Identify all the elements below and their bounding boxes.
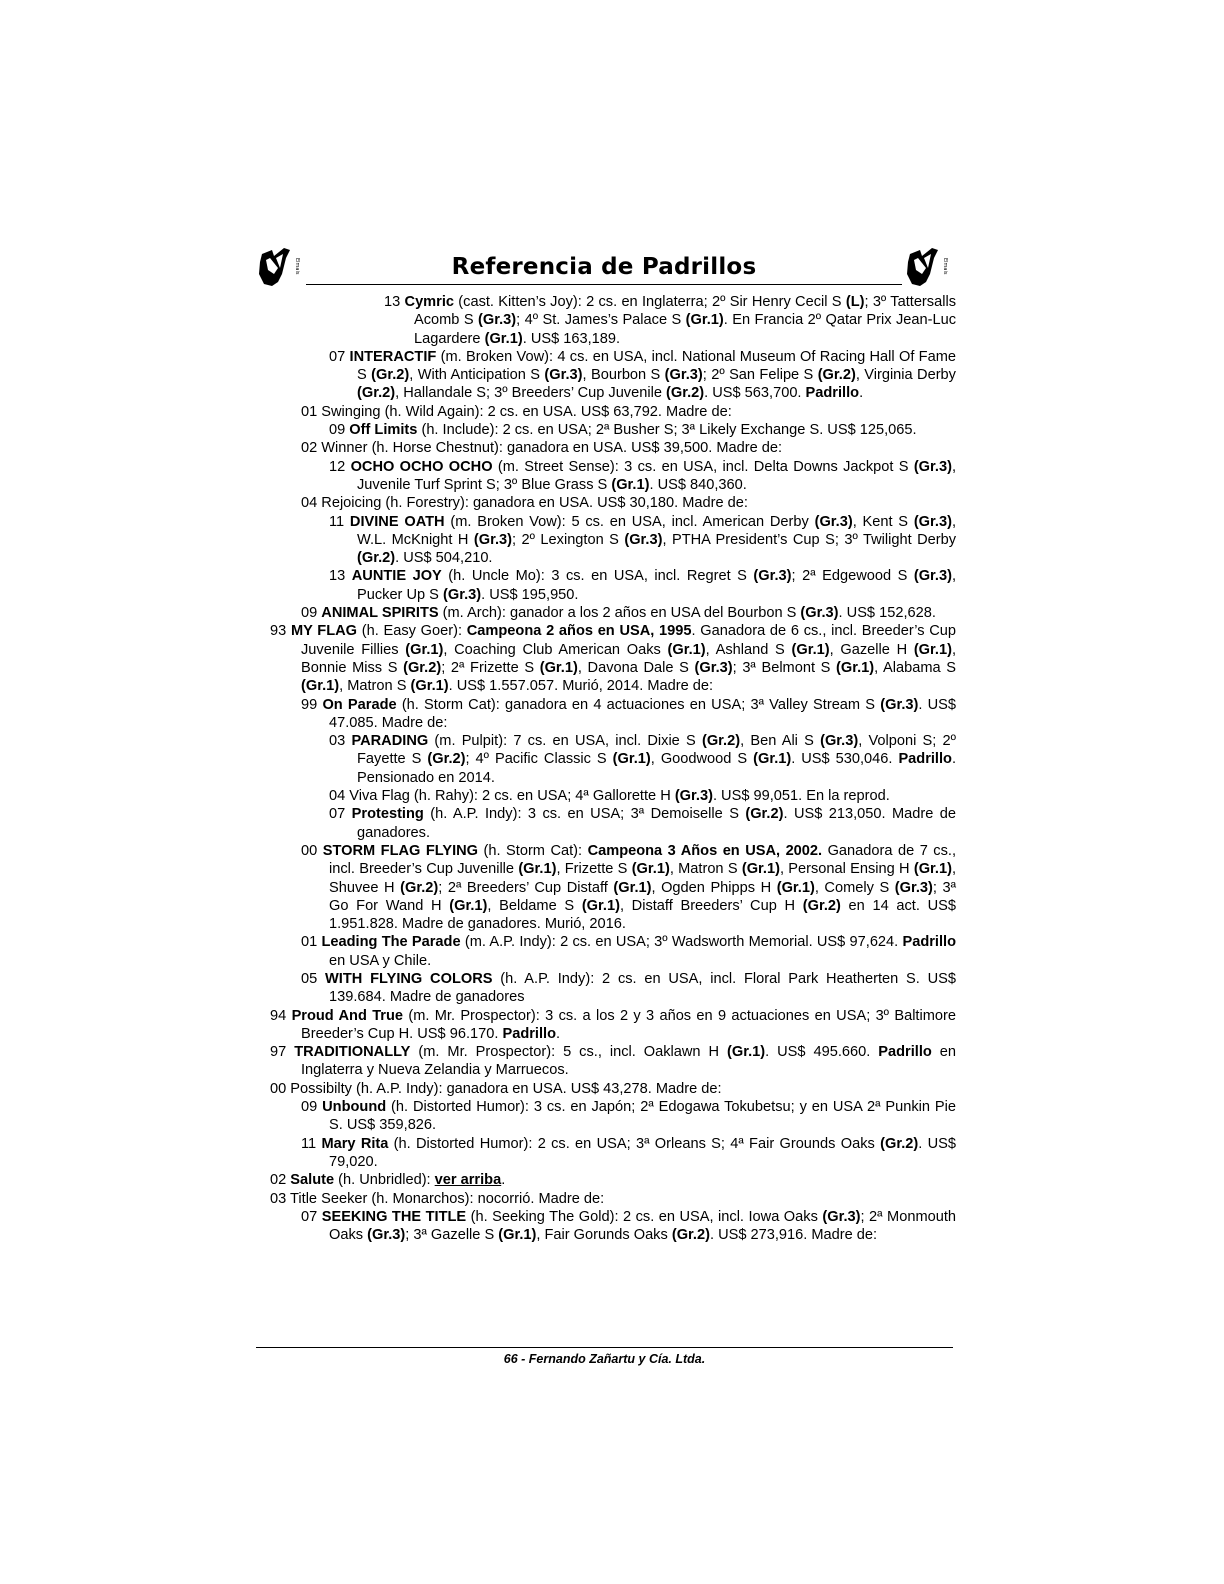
entry-bold-text: (Gr.3) (814, 513, 853, 530)
entry-text: . US$ 530,046. (791, 751, 899, 768)
entry-text: 09 (329, 422, 350, 439)
entry-bold-text: (Gr.3) (753, 568, 792, 585)
entry-text: . Pensionado en 2014. (357, 751, 957, 786)
entry-text: , Frizette S (556, 861, 632, 878)
pedigree-entry (270, 1171, 956, 1189)
entry-text: 07 (329, 806, 352, 823)
entry-text: (h. Unbridled): (334, 1172, 435, 1189)
entry-text: ; 3ª Gazelle S (405, 1227, 499, 1244)
entry-text: (h. A.P. Indy): 3 cs. en USA; 3ª Demoiselle S (423, 806, 746, 823)
entry-bold-text: Salute (290, 1172, 335, 1189)
pedigree-entry (270, 513, 956, 568)
entry-bold-text: (Gr.2) (745, 806, 784, 823)
entry-bold-text: (Gr.1) (301, 678, 340, 695)
entry-text: . Ganadora de 6 cs., incl. Breeder’s Cup Juvenile Fillies (301, 623, 957, 658)
entry-text: (h. Seeking The Gold): 2 cs. en USA, incl. Iowa Oaks (466, 1208, 823, 1225)
entry-bold-text: (Gr.1) (612, 751, 651, 768)
entry-text: . US$ 495.660. (765, 1044, 879, 1061)
entry-text: (m. Street Sense): 3 cs. en USA, incl. Delta Downs Jackpot S (492, 458, 914, 475)
entry-bold-text: (Gr.3) (674, 788, 713, 805)
pedigree-entry (270, 970, 956, 1007)
entry-bold-text: (Gr.3) (624, 531, 663, 548)
entry-bold-text: (Gr.1) (727, 1044, 766, 1061)
entry-bold-text: Padrillo (502, 1025, 556, 1042)
entry-bold-text: (Gr.2) (880, 1135, 919, 1152)
entry-bold-text: (Gr.1) (410, 678, 449, 695)
pedigree-entry (270, 458, 956, 495)
entry-text: . (859, 385, 864, 402)
entry-bold-text: (Gr.1) (518, 861, 557, 878)
pedigree-listing (270, 293, 956, 1244)
entry-text: (m. Mr. Prospector): 3 cs. a los 2 y 3 años en 9 actuaciones en USA; 3º Baltimore Breeder’s Cup H. US$ 96.170. (301, 1007, 956, 1042)
entry-text: 02 Winner (h. Horse Chestnut): ganadora en USA. US$ 39,500. Madre de: (301, 440, 783, 457)
entry-text: 11 (329, 513, 350, 530)
entry-bold-text: (Gr.1) (685, 312, 724, 329)
entry-text: (h. A.P. Indy): 2 cs. en USA, incl. Floral Park Heatherten S. US$ 139.684. Madre de ganadores (329, 970, 956, 1006)
entry-link-text: ver arriba (434, 1172, 502, 1189)
entry-text: ; 3ª Belmont S (732, 659, 837, 676)
entry-bold-text: (Gr.3) (478, 312, 517, 329)
pedigree-entry (270, 787, 956, 805)
entry-text: (h. Storm Cat): (478, 842, 588, 859)
entry-bold-text: (Gr.1) (791, 641, 830, 658)
entry-text: 97 (270, 1044, 295, 1061)
entry-text: en 14 act. US$ 1.951.828. Madre de ganadores. Murió, 2016. (329, 897, 956, 933)
entry-text: , Goodwood S (650, 751, 754, 768)
entry-bold-text: AUNTIE JOY (351, 568, 442, 585)
entry-text: 13 (384, 294, 405, 310)
entry-bold-text: (Gr.1) (741, 861, 780, 878)
pedigree-entry (270, 348, 956, 403)
entry-bold-text: (Gr.2) (403, 659, 442, 676)
pedigree-entry (270, 842, 956, 933)
entry-text: , Distaff Breeders’ Cup H (619, 897, 803, 914)
entry-text: , Matron S (339, 678, 411, 695)
pedigree-entry (270, 567, 956, 604)
entry-bold-text: (Gr.3) (913, 568, 952, 585)
entry-text: . US$ 840,360. (649, 476, 747, 493)
entry-text: . (556, 1025, 561, 1042)
entry-bold-text: (Gr.2) (817, 367, 856, 384)
pedigree-entry (270, 1190, 956, 1208)
entry-text: . US$ 1.557.057. Murió, 2014. Madre de: (448, 678, 714, 695)
header-rule (306, 284, 902, 285)
entry-bold-text: (Gr.1) (405, 641, 444, 658)
entry-text: . US$ 152,628. (838, 605, 936, 622)
entry-text: , Ogden Phipps H (651, 879, 777, 896)
entry-text: 00 Possibilty (h. A.P. Indy): ganadora en USA. US$ 43,278. Madre de: (270, 1080, 722, 1097)
entry-text: 93 (270, 623, 291, 640)
entry-bold-text: (Gr.3) (880, 696, 919, 713)
entry-text: (m. A.P. Indy): 2 cs. en USA; 3º Wadsworth Memorial. US$ 97,624. (460, 934, 903, 951)
entry-bold-text: (Gr.3) (820, 733, 859, 750)
entry-text: ; 2ª Breeders’ Cup Distaff (438, 879, 614, 896)
entry-bold-text: (Gr.1) (631, 861, 670, 878)
entry-text: . US$ 99,051. En la reprod. (712, 788, 890, 805)
entry-text: . US$ 47.085. Madre de: (329, 696, 957, 731)
pedigree-entry (270, 933, 956, 970)
entry-text: ; 2º San Felipe S (702, 367, 818, 384)
pedigree-entry (270, 293, 956, 348)
entry-bold-text: (Gr.3) (894, 879, 933, 896)
entry-text: , Davona Dale S (577, 659, 695, 676)
entry-text: , Bonnie Miss S (301, 641, 956, 676)
entry-bold-text: Proud And True (291, 1007, 404, 1024)
entry-bold-text: MY FLAG (290, 623, 358, 640)
entry-bold-text: Cymric (404, 294, 455, 310)
entry-bold-text: ANIMAL SPIRITS (321, 605, 439, 622)
entry-text: (m. Broken Vow): 5 cs. en USA, incl. American Derby (444, 513, 815, 530)
entry-text: 09 (301, 1099, 323, 1116)
entry-bold-text: (Gr.3) (367, 1227, 406, 1244)
pedigree-entry (270, 421, 956, 439)
footer-rule (256, 1347, 953, 1348)
entry-bold-text: (Gr.3) (442, 586, 482, 603)
pedigree-entry (270, 1007, 956, 1044)
entry-text: (cast. Kitten’s Joy): 2 cs. en Inglaterra; 2º Sir Henry Cecil S (454, 294, 846, 310)
pedigree-entry (270, 604, 956, 622)
entry-bold-text: (Gr.1) (611, 476, 650, 493)
entry-text: (h. Include): 2 cs. en USA; 2ª Busher S; 3ª Likely Exchange S. US$ 125,065. (417, 422, 917, 439)
entry-text: . US$ 163,189. (522, 330, 621, 347)
entry-text: 11 (301, 1135, 322, 1152)
entry-text: , Comely S (814, 879, 895, 896)
entry-text: , PTHA President’s Cup S; 3º Twilight Derby (662, 531, 957, 548)
pedigree-entry (270, 1208, 956, 1245)
entry-text: . US$ 213,050. Madre de ganadores. (357, 806, 956, 841)
entry-bold-text: PARADING (351, 733, 429, 750)
entry-text: , Alabama S (874, 659, 956, 676)
entry-bold-text: (Gr.1) (484, 330, 523, 347)
entry-text: 07 (301, 1208, 322, 1225)
entry-bold-text: (Gr.2) (371, 367, 410, 384)
entry-text: 99 (301, 696, 323, 713)
entry-text: en Inglaterra y Nueva Zelandia y Marruecos. (301, 1044, 956, 1079)
logo-text-left: Elmais (294, 258, 300, 275)
page-header (256, 244, 952, 290)
entry-text: (h. Storm Cat): ganadora en 4 actuaciones en USA; 3ª Valley Stream S (396, 696, 881, 713)
entry-bold-text: (Gr.1) (613, 879, 652, 896)
entry-text: , Fair Gorunds Oaks (536, 1227, 672, 1244)
entry-bold-text: On Parade (322, 696, 397, 713)
entry-text: , Ashland S (705, 641, 792, 658)
entry-bold-text: (Gr.3) (913, 513, 952, 530)
pedigree-entry (270, 622, 956, 695)
entry-bold-text: (Gr.2) (671, 1227, 710, 1244)
entry-bold-text: Campeona 2 años en USA, 1995 (466, 623, 692, 640)
entry-bold-text: Protesting (351, 806, 424, 823)
entry-text: (m. Pulpit): 7 cs. en USA, incl. Dixie S (428, 733, 702, 750)
entry-text: ; 4º Pacific Classic S (465, 751, 613, 768)
entry-text: 03 (329, 733, 352, 750)
entry-text: ; 3º Tattersalls Acomb S (414, 294, 956, 329)
entry-text: . US$ 563,700. (704, 385, 806, 402)
entry-text: , Ben Ali S (740, 733, 821, 750)
entry-text: , Shuvee H (329, 861, 957, 896)
entry-text: , Juvenile Turf Sprint S; 3º Blue Grass S (357, 458, 956, 493)
entry-bold-text: (Gr.3) (544, 367, 583, 384)
entry-text: , Coaching Club American Oaks (443, 641, 668, 658)
entry-text: , Matron S (669, 861, 742, 878)
entry-bold-text: (Gr.1) (667, 641, 706, 658)
entry-text: . En Francia 2º Qatar Prix Jean-Luc Lagardere (414, 312, 957, 347)
pedigree-entry (270, 805, 956, 842)
entry-bold-text: (Gr.3) (473, 531, 513, 548)
entry-text: 04 Viva Flag (h. Rahy): 2 cs. en USA; 4ª Gallorette H (329, 788, 675, 805)
entry-text: , Beldame S (487, 897, 582, 914)
page-title: Referencia de Padrillos (451, 254, 757, 280)
entry-bold-text: (Gr.1) (913, 861, 952, 878)
entry-bold-text: (Gr.3) (694, 659, 733, 676)
entry-text: , Gazelle H (829, 641, 914, 658)
logo-text-right: Elmais (942, 258, 948, 275)
entry-text: ; 3ª Go For Wand H (329, 879, 956, 914)
entry-bold-text: Unbound (322, 1099, 387, 1116)
entry-bold-text: (Gr.3) (800, 605, 839, 622)
entry-bold-text: (Gr.2) (802, 897, 841, 914)
entry-bold-text: Padrillo (805, 385, 860, 402)
entry-text: ; 4º St. James’s Palace S (516, 312, 686, 329)
entry-bold-text: (L) (845, 294, 865, 310)
entry-bold-text: Leading The Parade (321, 934, 461, 951)
pedigree-entry (270, 1080, 956, 1098)
entry-bold-text: (Gr.1) (753, 751, 792, 768)
entry-text: 02 (270, 1172, 291, 1189)
pedigree-entry (270, 439, 956, 457)
entry-bold-text: Campeona 3 Años en USA, 2002. (587, 842, 823, 859)
entry-bold-text: (Gr.2) (701, 733, 741, 750)
entry-bold-text: STORM FLAG FLYING (322, 842, 479, 859)
entry-bold-text: Off Limits (349, 422, 418, 439)
entry-text: . US$ 195,950. (481, 586, 579, 603)
pedigree-entry (270, 1098, 956, 1135)
entry-text: , Bourbon S (582, 367, 665, 384)
entry-bold-text: (Gr.1) (836, 659, 875, 676)
pedigree-entry (270, 494, 956, 512)
pedigree-entry (270, 1043, 956, 1080)
entry-text: . (501, 1172, 506, 1189)
entry-text: (h. Uncle Mo): 3 cs. en USA, incl. Regret S (441, 568, 754, 585)
entry-text: 05 (301, 970, 326, 987)
entry-text: ; 2ª Monmouth Oaks (329, 1208, 957, 1244)
page-footer: 66 - Fernando Zañartu y Cía. Ltda. (503, 1352, 706, 1366)
entry-bold-text: (Gr.3) (664, 367, 703, 384)
entry-bold-text: (Gr.2) (357, 385, 396, 402)
entry-text: 12 (329, 458, 351, 475)
entry-text: 04 Rejoicing (h. Forestry): ganadora en USA. US$ 30,180. Madre de: (301, 495, 748, 512)
entry-bold-text: (Gr.3) (913, 458, 952, 475)
entry-bold-text: Padrillo (902, 934, 957, 951)
entry-text: (h. Easy Goer): (357, 623, 467, 640)
entry-text: Ganadora de 7 cs., incl. Breeder’s Cup Juvenille (329, 842, 957, 878)
entry-bold-text: (Gr.2) (400, 879, 439, 896)
entry-text: 01 (301, 934, 322, 951)
entry-text: . US$ 273,916. Madre de: (709, 1227, 878, 1244)
entry-text: , With Anticipation S (409, 367, 545, 384)
entry-bold-text: DIVINE OATH (349, 513, 445, 530)
entry-bold-text: OCHO OCHO OCHO (350, 458, 493, 475)
entry-text: , Virginia Derby (855, 367, 956, 384)
entry-text: 03 Title Seeker (h. Monarchos): nocorrió. Madre de: (270, 1190, 605, 1207)
entry-bold-text: SEEKING THE TITLE (321, 1208, 467, 1225)
entry-bold-text: (Gr.1) (776, 879, 815, 896)
entry-bold-text: Padrillo (878, 1044, 932, 1061)
pedigree-entry (270, 732, 956, 787)
logo-right (904, 244, 952, 290)
entry-text: , Hallandale S; 3º Breeders’ Cup Juvenile (395, 385, 666, 402)
entry-text: , W.L. McKnight H (357, 513, 956, 548)
entry-text: (h. Distorted Humor): 3 cs. en Japón; 2ª Edogawa Tokubetsu; y en USA 2ª Punkin Pie S. US$ 359,826. (329, 1099, 956, 1134)
entry-text: (m. Mr. Prospector): 5 cs., incl. Oaklawn H (410, 1044, 727, 1061)
entry-bold-text: Mary Rita (321, 1135, 389, 1152)
entry-bold-text: (Gr.2) (427, 751, 466, 768)
entry-text: 94 (270, 1007, 292, 1024)
entry-bold-text: Padrillo (898, 751, 952, 768)
entry-bold-text: WITH FLYING COLORS (325, 970, 493, 987)
entry-text: 07 (329, 348, 350, 365)
entry-bold-text: (Gr.1) (498, 1227, 537, 1244)
entry-text: , Personal Ensing H (779, 861, 914, 878)
entry-text: . US$ 504,210. (395, 550, 493, 567)
entry-bold-text: (Gr.2) (666, 385, 705, 402)
entry-text: (m. Arch): ganador a los 2 años en USA del Bourbon S (438, 605, 801, 622)
entry-bold-text: (Gr.1) (449, 897, 488, 914)
entry-bold-text: (Gr.1) (581, 897, 620, 914)
pedigree-entry (270, 403, 956, 421)
horse-logo-icon (904, 244, 952, 290)
entry-text: 13 (329, 568, 352, 585)
entry-text: (m. Broken Vow): 4 cs. en USA, incl. National Museum Of Racing Hall Of Fame S (357, 348, 956, 384)
entry-text: , Pucker Up S (357, 568, 957, 603)
cross-reference (435, 1172, 502, 1188)
entry-text: ; 2ª Edgewood S (791, 568, 914, 585)
pedigree-entry (270, 1135, 956, 1172)
entry-bold-text: (Gr.2) (357, 550, 396, 567)
entry-bold-text: (Gr.3) (822, 1208, 861, 1225)
entry-bold-text: (Gr.1) (539, 659, 578, 676)
entry-bold-text: INTERACTIF (349, 348, 437, 365)
entry-text: (h. Distorted Humor): 2 cs. en USA; 3ª Orleans S; 4ª Fair Grounds Oaks (388, 1135, 881, 1152)
entry-text: . US$ 79,020. (329, 1135, 956, 1170)
entry-text: , Kent S (852, 513, 914, 530)
entry-bold-text: (Gr.1) (913, 641, 952, 658)
entry-text: 00 (301, 842, 323, 859)
entry-text: , Volponi S; 2º Fayette S (357, 733, 956, 768)
pedigree-entry (270, 696, 956, 733)
entry-text: ; 2º Lexington S (512, 531, 625, 548)
entry-text: en USA y Chile. (329, 952, 432, 969)
entry-text: 01 Swinging (h. Wild Again): 2 cs. en USA. US$ 63,792. Madre de: (301, 403, 732, 420)
entry-text: ; 2ª Frizette S (441, 659, 540, 676)
entry-text: 09 (301, 605, 322, 622)
entry-bold-text: TRADITIONALLY (294, 1044, 411, 1061)
